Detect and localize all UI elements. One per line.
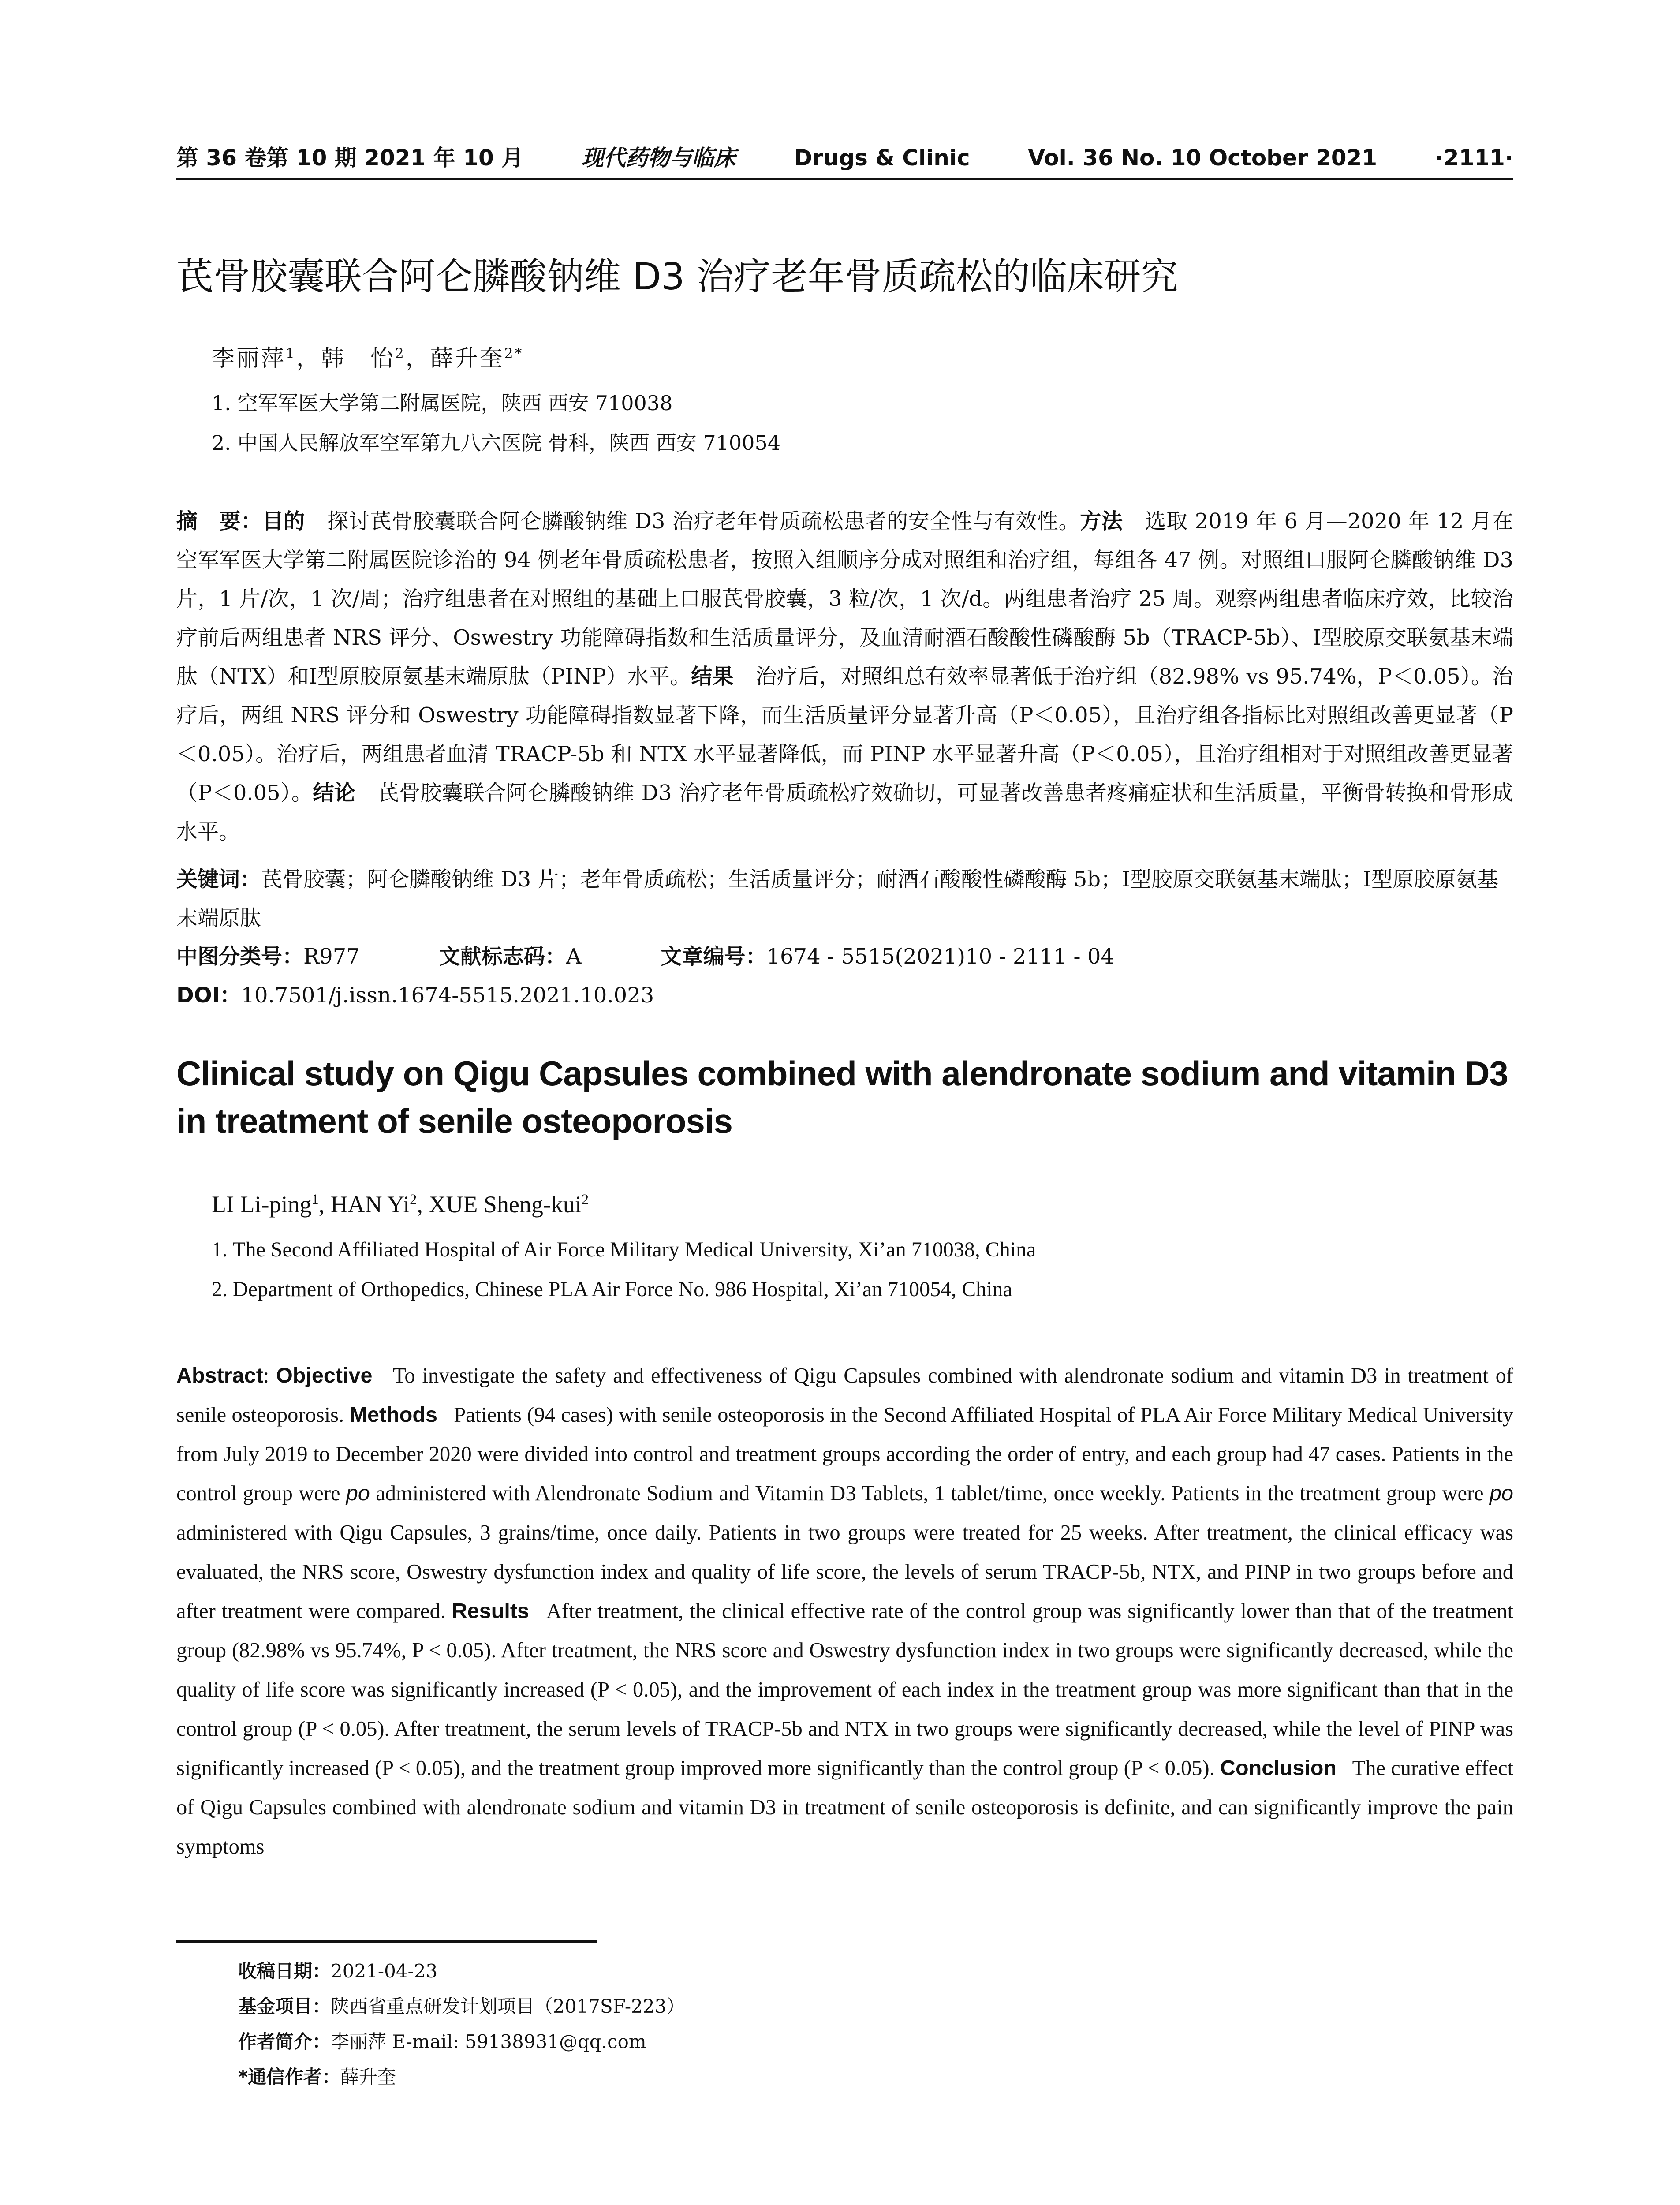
footnote-funding — [238, 1989, 685, 2024]
title-cn: 芪骨胶囊联合阿仑膦酸钠维 D3 治疗老年骨质疏松的临床研究 — [176, 255, 1178, 298]
keywords-cn — [176, 860, 1513, 938]
footnote-value: 2021-04-23 — [331, 1960, 438, 1982]
article-number-label: 文章编号： — [661, 944, 767, 969]
affiliation-cn: 2. 中国人民解放军空军第九八六医院 骨科，陕西 西安 710054 — [212, 431, 780, 455]
classification-line — [176, 939, 1114, 970]
issue-info: 第 36 卷第 10 期 2021 年 10 月 — [176, 145, 524, 171]
authors-cn: 李丽萍$^1$，韩 怡$^2$，薛升奎$^{2*}$ — [212, 345, 524, 372]
results-text: After treatment, the clinical effective rate of the control group was significantly lower than that of the treatment group (82.98% vs 95.74%, P < 0.05). After treatment, the NRS score and Oswestry dysfunction index in two groups were significantly decreased, while the quality of life score was significantly increased (P < 0.05), and the improvement of each index in the treatment group was more significant than that in the control group (P < 0.05). After treatment, the serum levels of TRACP-5b and NTX in two groups were significantly decreased, while the level of PINP was significantly increased (P < 0.05), and the treatment group improved more significantly than the control group (P < 0.05). — [176, 1600, 1513, 1780]
footnote-label: 收稿日期： — [238, 1960, 331, 1982]
objective-label: 目的 — [262, 509, 306, 534]
methods-label: 方法 — [1080, 509, 1123, 534]
results-text: 治疗后，对照组总有效率显著低于治疗组（82.98% vs 95.74%，P＜0.05）。治疗后，两组 NRS 评分和 Oswestry 功能障碍指数显著下降，而生活质量评分显著升高（P＜0.05），且治疗组各指标比对照组改善更显著（P＜0.05）。治疗后，两组患者血清 TRACP-5b 和 NTX 水平显著降低，而 PINP 水平显著升高（P＜0.05），且治疗组相对于对照组改善更显著（P＜0.05）。 — [176, 664, 1513, 805]
methods-text: administered with Alendronate Sodium and Vitamin D3 Tablets, 1 tablet/time, once weekly. Patients in the treatment group were — [376, 1482, 1484, 1505]
journal-name-en: Drugs & Clinic — [794, 145, 970, 171]
affiliation-en: 2. Department of Orthopedics, Chinese PLA Air Force No. 986 Hospital, Xi’an 710054, China — [212, 1278, 1012, 1301]
affiliation-cn: 1. 空军军医大学第二附属医院，陕西 西安 710038 — [212, 391, 673, 415]
footnote-divider — [176, 1940, 597, 1943]
methods-label: Methods — [349, 1403, 437, 1427]
methods-text: administered with Qigu Capsules, 3 grains/time, once daily. Patients in two groups were treated for 25 weeks. After treatment, the clinical efficacy was evaluated, the NRS score, Oswestry dysfunction index and quality of life score, the levels of serum TRACP-5b, NTX, and PINP in two groups before and after treatment were compared. — [176, 1521, 1513, 1623]
doccode-field — [439, 939, 582, 970]
author-name: HAN Yi — [330, 1191, 410, 1218]
footnote-value: 李丽萍 E-mail: 59138931@qq.com — [331, 2031, 646, 2052]
footnote-label: 作者简介： — [238, 2031, 331, 2052]
author-name: XUE Sheng-kui — [429, 1191, 582, 1218]
author-name: 韩 怡 — [321, 345, 395, 372]
footnote-value: 薛升奎 — [340, 2066, 396, 2088]
conclusion-label: Conclusion — [1220, 1756, 1337, 1780]
clc-value: R977 — [303, 944, 360, 969]
conclusion-label: 结论 — [313, 781, 356, 805]
abstract-cn — [176, 502, 1513, 851]
author-affiliation-mark: 1 — [286, 345, 296, 362]
objective-text: To investigate the safety and effectiveness of Qigu Capsules combined with alendronate sodium and vitamin D3 in treatment of senile osteoporosis. — [176, 1364, 1514, 1427]
author-name: 薛升奎 — [430, 345, 504, 372]
doccode-label: 文献标志码： — [439, 944, 566, 969]
author-name: LI Li-ping — [212, 1191, 312, 1218]
abstract-label: Abstract — [176, 1364, 263, 1387]
title-en: Clinical study on Qigu Capsules combined with alendronate sodium and vitamin D3 in treatment of senile osteoporosis — [176, 1054, 1508, 1140]
journal-name-cn: 现代药物与临床 — [581, 145, 736, 171]
keywords-label: 关键词： — [176, 867, 261, 892]
keywords-text: 芪骨胶囊；阿仑膦酸钠维 D3 片；老年骨质疏松；生活质量评分；耐酒石酸酸性磷酸酶 5b；Ⅰ型胶原交联氨基末端肽；Ⅰ型原胶原氨基末端原肽 — [176, 867, 1499, 931]
author-affiliation-mark: 2* — [504, 345, 524, 362]
affiliation-en: 1. The Second Affiliated Hospital of Air Force Military Medical University, Xi’an 710038, China — [212, 1238, 1036, 1261]
footnotes — [238, 1954, 685, 2095]
authors-en: LI Li-ping$^1$, HAN Yi$^2$, XUE Sheng-kui$^2$ — [212, 1191, 589, 1218]
article-number-field — [661, 939, 1114, 970]
methods-text: Patients (94 cases) with senile osteoporosis in the Second Affiliated Hospital of PLA Air Force Military Medical University from July 2019 to December 2020 were divided into control and treatment groups according the order of entry, and each group had 47 cases. Patients in the control group were — [176, 1403, 1514, 1505]
clc-field — [176, 939, 360, 970]
methods-text: 选取 2019 年 6 月—2020 年 12 月在空军军医大学第二附属医院诊治的 94 例老年骨质疏松患者，按照入组顺序分成对照组和治疗组，每组各 47 例。对照组口服阿仑膦酸钠维 D3 片，1 片/次，1 次/周；治疗组患者在对照组的基础上口服芪骨胶囊，3 粒/次，1 次/d。两组患者治疗 25 周。观察两组患者临床疗效，比较治疗前后两组患者 NRS 评分、Oswestry 功能障碍指数和生活质量评分，及血清耐酒石酸酸性磷酸酶 5b（TRACP-5b）、Ⅰ型胶原交联氨基末端肽（NTX）和Ⅰ型原胶原氨基末端原肽（PINP）水平。 — [176, 509, 1513, 689]
author-affiliation-mark: 2 — [395, 345, 406, 362]
results-label: Results — [452, 1599, 529, 1623]
author-affiliation-mark: 2 — [410, 1192, 417, 1207]
footnote-author-bio — [238, 2024, 685, 2059]
clc-label: 中图分类号： — [176, 944, 304, 969]
running-header — [176, 140, 1513, 180]
author-affiliation-mark: 1 — [311, 1192, 319, 1207]
footnote-value: 陕西省重点研发计划项目（2017SF-223） — [331, 1996, 685, 2017]
objective-label: Objective — [276, 1364, 373, 1387]
article-number-value: 1674 - 5515(2021)10 - 2111 - 04 — [766, 944, 1114, 969]
footnote-received — [238, 1954, 685, 1989]
doi-line — [176, 978, 654, 1009]
doccode-value: A — [566, 944, 582, 969]
conclusion-text: The curative effect of Qigu Capsules combined with alendronate sodium and vitamin D3 in treatment of senile osteoporosis is definite, and can significantly improve the pain symptoms — [176, 1757, 1513, 1858]
page-number: ·2111· — [1435, 145, 1513, 171]
conclusion-text: 芪骨胶囊联合阿仑膦酸钠维 D3 治疗老年骨质疏松疗效确切，可显著改善患者疼痛症状和生活质量，平衡骨转换和骨形成水平。 — [176, 781, 1513, 844]
footnote-label: *通信作者： — [238, 2066, 340, 2088]
author-name: 李丽萍 — [212, 345, 286, 372]
volume-info: Vol. 36 No. 10 October 2021 — [1028, 145, 1378, 171]
doi-value: 10.7501/j.issn.1674-5515.2021.10.023 — [241, 983, 654, 1008]
po-abbrev: po — [346, 1481, 370, 1505]
abstract-en: Abstract: Objective To investigate the safety and effectiveness of Qigu Capsules combined with alendronate sodium and vitamin D3 in treatment of senile osteoporosis. Methods Patients (94 cases) with senile osteoporosis in the Second Affiliated Hospital of PLA Air Force Military Medical University from July 2019 to December 2020 were divided into control and treatment groups according the order of entry, and each group had 47 cases. Patients in the control group were po administered with Alendronate Sodium and Vitamin D3 Tablets, 1 tablet/time, once weekly. Patients in the treatment group were po administered with Qigu Capsules, 3 grains/time, once daily. Patients in two groups were treated for 25 weeks. After treatment, the clinical efficacy was evaluated, the NRS score, Oswestry dysfunction index and quality of life score, the levels of serum TRACP-5b, NTX, and PINP in two groups before and after treatment were compared. Results After treatment, the clinical effective rate of the control group was significantly lower than that of the treatment group (82.98% vs 95.74%, P < 0.05). After treatment, the NRS score and Oswestry dysfunction index in two groups were significantly decreased, while the quality of life score was significantly increased (P < 0.05), and the improvement of each index in the treatment group was more significant than that in the control group (P < 0.05). After treatment, the serum levels of TRACP-5b and NTX in two groups were significantly decreased, while the level of PINP was significantly increased (P < 0.05), and the treatment group improved more significantly than the control group (P < 0.05). Conclusion The curative effect of Qigu Capsules combined with alendronate sodium and vitamin D3 in treatment of senile osteoporosis is definite, and can significantly improve the pain symptoms — [176, 1364, 1514, 1858]
author-affiliation-mark: 2 — [581, 1192, 589, 1207]
doi-label: DOI： — [176, 983, 241, 1008]
footnote-label: 基金项目： — [238, 1996, 331, 2017]
abstract-label: 摘 要： — [176, 509, 262, 534]
objective-text: 探讨芪骨胶囊联合阿仑膦酸钠维 D3 治疗老年骨质疏松患者的安全性与有效性。 — [327, 509, 1080, 534]
po-abbrev: po — [1490, 1481, 1514, 1505]
results-label: 结果 — [691, 664, 734, 689]
footnote-corresponding — [238, 2059, 685, 2095]
